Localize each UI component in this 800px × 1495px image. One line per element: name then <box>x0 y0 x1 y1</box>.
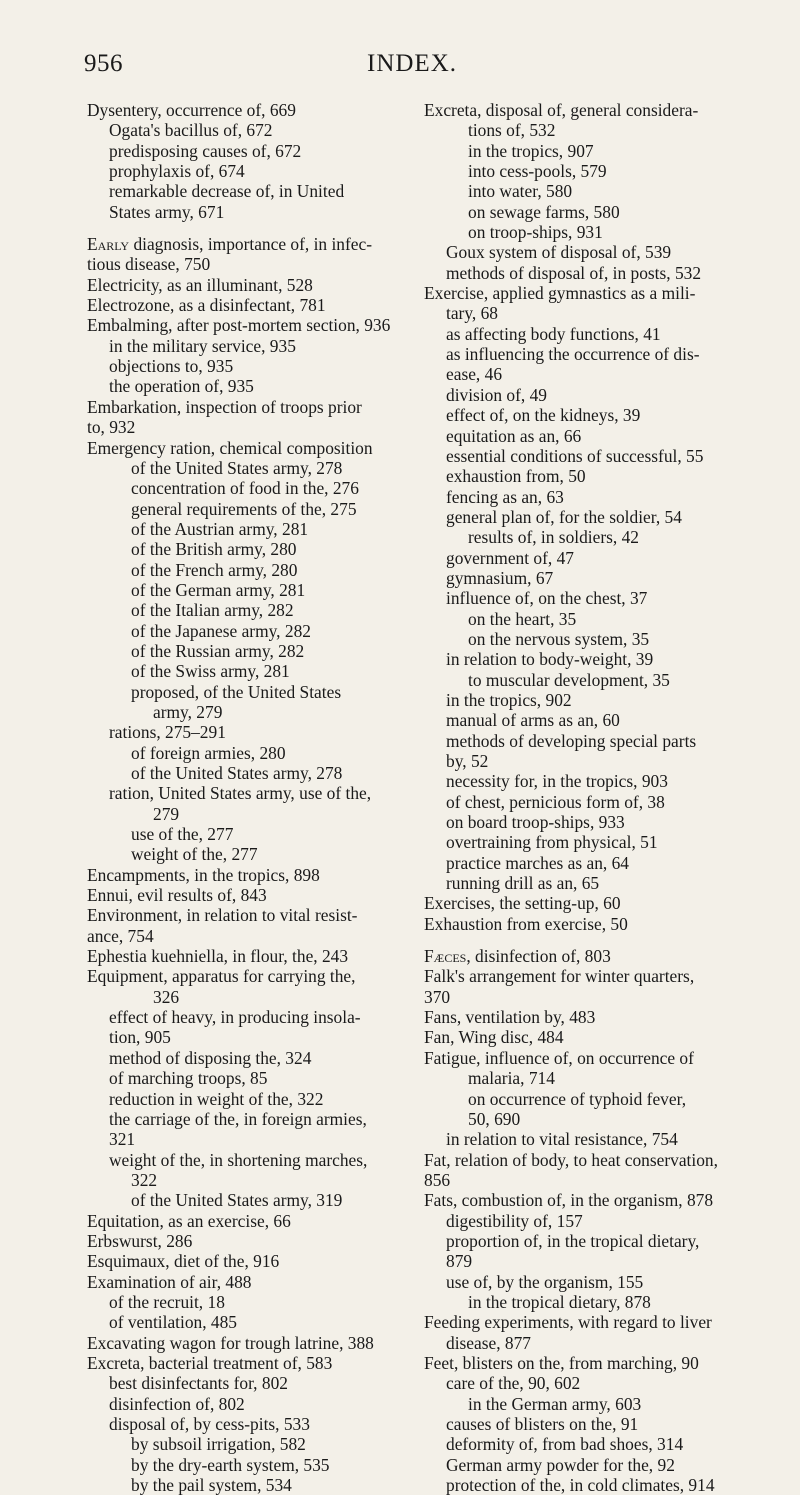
index-entry-line: method of disposing the, 324 <box>109 1047 312 1068</box>
index-entry-line: division of, 49 <box>446 384 547 405</box>
index-entry-line: Encampments, in the tropics, 898 <box>87 864 320 885</box>
index-entry-line: Excreta, bacterial treatment of, 583 <box>87 1352 333 1373</box>
index-entry-line: as influencing the occurrence of dis- <box>446 344 700 365</box>
index-entry-line: the operation of, 935 <box>109 376 254 397</box>
index-entry-line: Fæces, disinfection of, 803 <box>424 946 611 967</box>
index-entry-line: 322 <box>131 1169 158 1190</box>
index-entry-line: manual of arms as an, 60 <box>446 710 620 731</box>
index-entry-line: Ogata's bacillus of, 672 <box>109 120 273 141</box>
index-entry-line: weight of the, in shortening marches, <box>109 1149 368 1170</box>
index-entry-line: Excreta, disposal of, general considera- <box>424 100 699 120</box>
entry-gap <box>87 222 409 234</box>
index-entry-line: of ventilation, 485 <box>109 1312 237 1333</box>
index-entry-line: of the Austrian army, 281 <box>131 518 309 539</box>
index-entry-line: effect of, on the kidneys, 39 <box>446 405 641 426</box>
index-entry-line: general plan of, for the soldier, 54 <box>446 506 682 527</box>
index-entry-line: use of the, 277 <box>131 824 234 845</box>
index-entry-line: weight of the, 277 <box>131 844 258 865</box>
index-entry-line: Fans, ventilation by, 483 <box>424 1007 596 1028</box>
index-entry-line: gymnasium, 67 <box>446 567 554 588</box>
index-entry-line: on occurrence of typhoid fever, <box>468 1088 687 1109</box>
index-entry-line: methods of disposal of, in posts, 532 <box>446 262 702 283</box>
index-entry-line: ease, 46 <box>446 364 503 385</box>
index-column-left <box>87 100 409 1495</box>
index-entry-line: in relation to vital resistance, 754 <box>446 1129 678 1150</box>
index-entry-line: Equitation, as an exercise, 66 <box>87 1210 291 1231</box>
index-entry-line: Exercises, the setting-up, 60 <box>424 893 621 914</box>
index-entry-line: results of, in soldiers, 42 <box>468 527 639 548</box>
index-letter-heading-word: Early <box>87 234 130 255</box>
index-entry-line: ration, United States army, use of the, <box>109 783 372 804</box>
index-entry-line: Fats, combustion of, in the organism, 878 <box>424 1190 714 1211</box>
index-entry-line: by the pail system, 534 <box>131 1475 292 1495</box>
index-entry-line: deformity of, from bad shoes, 314 <box>446 1434 684 1455</box>
index-entry-line: Environment, in relation to vital resist- <box>87 905 358 926</box>
index-entry-line: Ephestia kuehniella, in flour, the, 243 <box>87 946 349 967</box>
index-entry-line: of the British army, 280 <box>131 539 297 560</box>
index-entry-line: proposed, of the United States <box>131 681 342 702</box>
index-entry-line: of foreign armies, 280 <box>131 742 286 763</box>
index-entry-line: to, 932 <box>87 417 136 438</box>
running-title: INDEX. <box>367 50 458 77</box>
index-entry-line: tary, 68 <box>446 303 498 324</box>
index-entry-line: care of the, 90, 602 <box>446 1373 581 1394</box>
index-entry-line: on troop-ships, 931 <box>468 222 603 243</box>
index-entry-line: tion, 905 <box>109 1027 171 1048</box>
index-entry-line: methods of developing special parts <box>446 730 697 751</box>
index-entry-line: fencing as an, 63 <box>446 486 564 507</box>
index-entry-line: best disinfectants for, 802 <box>109 1373 288 1394</box>
index-entry-line: States army, 671 <box>109 201 225 222</box>
index-entry-line: the carriage of the, in foreign armies, <box>109 1108 367 1129</box>
index-entry-line: causes of blisters on the, 91 <box>446 1414 639 1434</box>
index-entry-line: influence of, on the chest, 37 <box>446 588 648 609</box>
index-entry-line: 279 <box>153 803 180 824</box>
index-entry-line: as affecting body functions, 41 <box>446 323 661 344</box>
index-entry-line: ance, 754 <box>87 925 154 946</box>
page-number: 956 <box>84 50 123 77</box>
index-entry-line: in the tropics, 902 <box>446 689 572 710</box>
index-entry-line: disposal of, by cess-pits, 533 <box>109 1414 310 1434</box>
index-entry-line: protection of the, in cold climates, 914 <box>446 1475 715 1495</box>
index-entry-line: into cess-pools, 579 <box>468 161 607 182</box>
index-entry-line: government of, 47 <box>446 547 574 568</box>
index-entry-line: of the United States army, 278 <box>131 457 343 478</box>
index-entry-line: exhaustion from, 50 <box>446 466 586 487</box>
index-entry-line: 879 <box>446 1251 473 1272</box>
index-entry-line: malaria, 714 <box>468 1068 555 1089</box>
index-entry-line: of marching troops, 85 <box>109 1068 268 1089</box>
index-entry-line: of the recruit, 18 <box>109 1291 225 1312</box>
index-entry-line: Exhaustion from exercise, 50 <box>424 913 628 934</box>
index-entry-line: Early diagnosis, importance of, in infec- <box>87 234 373 255</box>
index-entry-line: Electrozone, as a disinfectant, 781 <box>87 295 326 316</box>
index-entry-line: 326 <box>153 986 180 1007</box>
index-entry-line: effect of heavy, in producing insola- <box>109 1007 361 1028</box>
index-entry-line: in the tropical dietary, 878 <box>468 1291 651 1312</box>
index-entry-line: Feet, blisters on the, from marching, 90 <box>424 1352 699 1373</box>
index-entry-line: of the Swiss army, 281 <box>131 661 290 682</box>
index-entry-line: rations, 275–291 <box>109 722 226 743</box>
index-entry-line: by the dry-earth system, 535 <box>131 1454 330 1475</box>
index-entry-line: tions of, 532 <box>468 120 556 141</box>
index-entry-line: German army powder for the, 92 <box>446 1454 675 1475</box>
index-entry-line: digestibility of, 157 <box>446 1210 583 1231</box>
index-entry-line: in the German army, 603 <box>468 1393 642 1414</box>
index-entry-line: Excavating wagon for trough latrine, 388 <box>87 1332 374 1353</box>
entry-gap <box>424 934 756 946</box>
index-entry-line: into water, 580 <box>468 181 573 202</box>
index-entry-line: of the United States army, 278 <box>131 763 343 783</box>
index-entry-line: overtraining from physical, 51 <box>446 832 658 853</box>
index-entry-line: Fan, Wing disc, 484 <box>424 1027 564 1048</box>
index-column-right <box>424 100 756 1495</box>
index-entry-line: of the United States army, 319 <box>131 1190 343 1211</box>
index-entry-line: 50, 690 <box>468 1108 521 1129</box>
index-entry-line: objections to, 935 <box>109 356 234 377</box>
index-entry-line: 856 <box>424 1169 451 1190</box>
index-entry-line: disinfection of, 802 <box>109 1393 245 1414</box>
index-entry-line: in relation to body-weight, 39 <box>446 649 654 670</box>
index-entry-line: of the German army, 281 <box>131 579 306 600</box>
index-entry-line: by, 52 <box>446 751 489 771</box>
index-entry-line: 321 <box>109 1129 136 1150</box>
index-entry-line: Examination of air, 488 <box>87 1271 252 1292</box>
index-entry-line: army, 279 <box>153 701 223 722</box>
index-entry-line: Fat, relation of body, to heat conservation, <box>424 1149 718 1170</box>
index-entry-line: essential conditions of successful, 55 <box>446 445 704 466</box>
index-entry-line: on board troop-ships, 933 <box>446 812 625 833</box>
index-entry-line: general requirements of the, 275 <box>131 498 357 519</box>
index-entry-line: on the nervous system, 35 <box>468 628 650 649</box>
index-entry-line: tious disease, 750 <box>87 254 211 275</box>
index-entry-line: of the Russian army, 282 <box>131 640 305 661</box>
index-entry-line: Ennui, evil results of, 843 <box>87 885 267 906</box>
index-entry-line: Goux system of disposal of, 539 <box>446 242 672 263</box>
index-entry-line: equitation as an, 66 <box>446 425 582 446</box>
index-entry-line: Embarkation, inspection of troops prior <box>87 396 362 417</box>
page-header <box>0 0 800 80</box>
index-entry-line: Dysentery, occurrence of, 669 <box>87 100 296 120</box>
index-entry-line: 370 <box>424 986 451 1007</box>
index-entry-line: Fatigue, influence of, on occurrence of <box>424 1047 694 1068</box>
index-entry-line: necessity for, in the tropics, 903 <box>446 771 668 792</box>
index-entry-line: concentration of food in the, 276 <box>131 478 359 499</box>
index-entry-line: Falk's arrangement for winter quarters, <box>424 966 695 987</box>
index-entry-line: by subsoil irrigation, 582 <box>131 1434 306 1455</box>
index-entry-line: Erbswurst, 286 <box>87 1230 193 1251</box>
index-entry-line: of the Japanese army, 282 <box>131 620 311 641</box>
index-entry-line: on the heart, 35 <box>468 608 577 629</box>
index-entry-line: practice marches as an, 64 <box>446 852 629 873</box>
index-entry-line: on sewage farms, 580 <box>468 201 620 222</box>
index-entry-line: predisposing causes of, 672 <box>109 140 302 161</box>
index-entry-line: Esquimaux, diet of the, 916 <box>87 1251 280 1272</box>
index-entry-line: prophylaxis of, 674 <box>109 161 245 182</box>
index-entry-line: Feeding experiments, with regard to liver <box>424 1312 712 1333</box>
index-letter-heading-word: Fæces, <box>424 946 471 967</box>
index-entry-line: of chest, pernicious form of, 38 <box>446 791 665 812</box>
index-entry-line: running drill as an, 65 <box>446 873 600 894</box>
index-entry-line: Equipment, apparatus for carrying the, <box>87 966 356 987</box>
index-entry-line: in the military service, 935 <box>109 335 296 356</box>
index-entry-line: Electricity, as an illuminant, 528 <box>87 274 313 295</box>
index-entry-line: Exercise, applied gymnastics as a mili- <box>424 283 696 304</box>
index-entry-line: disease, 877 <box>446 1332 532 1353</box>
index-entry-line: in the tropics, 907 <box>468 140 594 161</box>
index-entry-line: of the Italian army, 282 <box>131 600 294 621</box>
index-entry-line: of the French army, 280 <box>131 559 298 580</box>
index-entry-line: use of, by the organism, 155 <box>446 1271 644 1292</box>
index-entry-line: remarkable decrease of, in United <box>109 181 345 202</box>
index-entry-line: Emergency ration, chemical composition <box>87 437 373 458</box>
index-entry-line: reduction in weight of the, 322 <box>109 1088 324 1109</box>
index-entry-line: to muscular development, 35 <box>468 669 670 690</box>
index-entry-line: Embalming, after post-mortem section, 936 <box>87 315 391 336</box>
index-entry-line: proportion of, in the tropical dietary, <box>446 1230 700 1251</box>
